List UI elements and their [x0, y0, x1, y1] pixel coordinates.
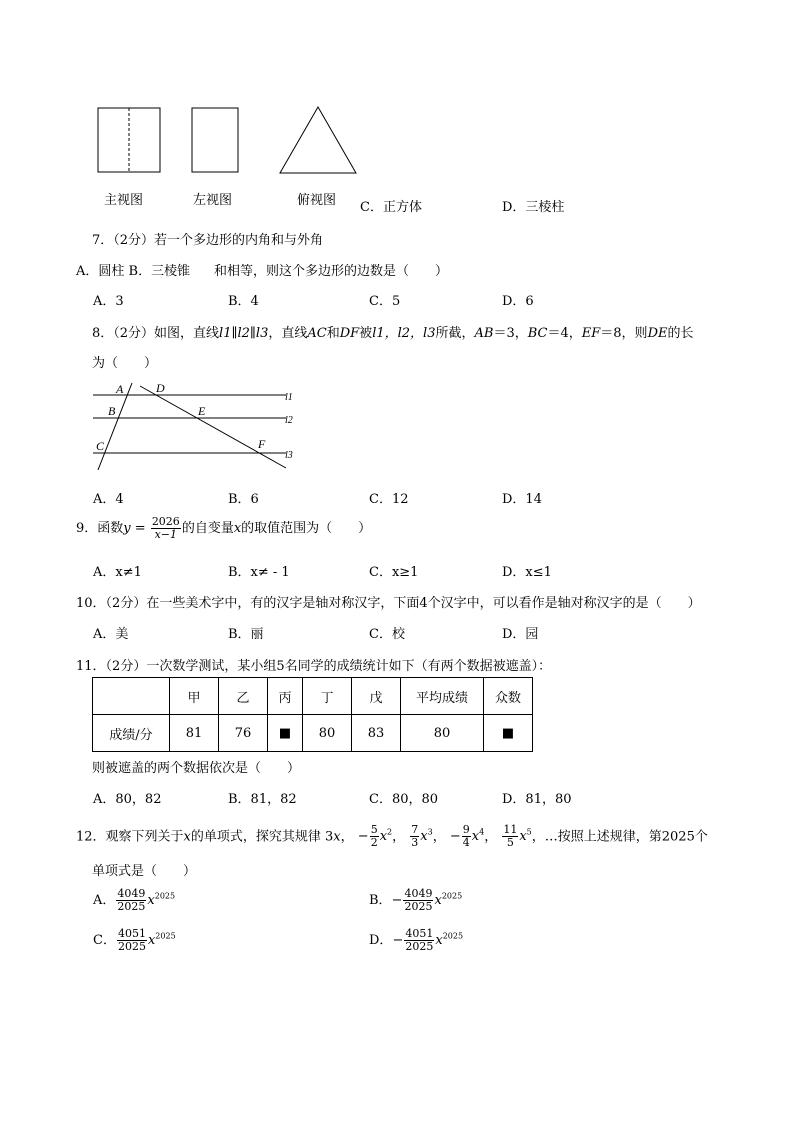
- q8-option-d: D．14: [502, 492, 542, 507]
- q9-option-c: C．x≥1: [369, 565, 419, 580]
- q10-option-b: B．丽: [228, 627, 264, 642]
- q8-parallel-lines-figure: [88, 378, 298, 473]
- q10-option-c: C．校: [369, 627, 405, 642]
- table-header-cell: [93, 678, 170, 715]
- table-cell: 76: [219, 715, 268, 752]
- q8-option-a: A．4: [93, 492, 124, 507]
- q9-fraction: $\frac{2026}{x-1}$: [151, 515, 180, 541]
- q12-stem-line2: 单项式是（ ）: [92, 864, 197, 879]
- table-cell-hidden: ■: [268, 715, 303, 752]
- q7-option-a: A．3: [93, 294, 124, 309]
- table-header-cell: 乙: [219, 678, 268, 715]
- q10-option-a: A．美: [93, 627, 129, 642]
- table-header-cell: 平均成绩: [401, 678, 484, 715]
- q10-stem: 10．（2分）在一些美术字中，有的汉字是轴对称汉字，下面4个汉字中，可以看作是轴对称汉字的是（ ）: [76, 596, 701, 611]
- option-d-prism: D．三棱柱: [502, 200, 565, 215]
- table-header-row: [93, 678, 533, 715]
- q12-option-b: B．− $\frac{4049}{2025}$ $x^{2025}$: [369, 887, 463, 913]
- top-view-triangle: [280, 107, 356, 173]
- front-view-label: 主视图: [104, 193, 144, 208]
- q9-option-b: B．x≠ - 1: [228, 565, 290, 580]
- table-header-cell: 戊: [352, 678, 401, 715]
- q12-option-d: D．− $\frac{4051}{2025}$ $x^{2025}$: [369, 927, 464, 953]
- table-cell: 81: [170, 715, 219, 752]
- q7-line2-suffix: 和相等，则这个多边形的边数是（ ）: [214, 264, 449, 279]
- point-b-label: B: [108, 404, 116, 418]
- q8-option-c: C．12: [369, 492, 409, 507]
- q11-stem: 11．（2分）一次数学测试，某小组5名同学的成绩统计如下（有两个数据被遮盖）：: [76, 659, 552, 674]
- top-view-label: 俯视图: [297, 193, 337, 208]
- q11-option-c: C．80，80: [369, 792, 439, 807]
- table-header-cell: 丙: [268, 678, 303, 715]
- table-cell-hidden: ■: [484, 715, 533, 752]
- q8-stem-line2: 为（ ）: [92, 356, 158, 371]
- q12-option-a: A． $\frac{4049}{2025}$ $x^{2025}$: [93, 887, 176, 913]
- point-a-label: A: [116, 382, 124, 396]
- q12-term: − $\frac{9}{4}$ $x^4$: [449, 823, 485, 850]
- q7-option-b: B．4: [228, 294, 259, 309]
- table-cell-label: 成绩/分: [93, 715, 170, 752]
- table-cell: 80: [303, 715, 352, 752]
- q11-option-a: A．80，82: [93, 792, 162, 807]
- q7-option-c: C．5: [369, 294, 401, 309]
- point-c-label: C: [96, 439, 105, 453]
- option-c-cube: C．正方体: [360, 200, 422, 215]
- q12-term: $\frac{11}{5}$ $x^5$: [503, 823, 532, 850]
- table-header-cell: 甲: [170, 678, 219, 715]
- side-view-rect: [192, 108, 238, 172]
- line-l3-label: l3: [285, 450, 293, 461]
- q11-score-table: [92, 677, 533, 752]
- line-l2-label: l2: [285, 415, 293, 426]
- q10-option-d: D．园: [502, 627, 539, 642]
- q11-option-d: D．81，80: [502, 792, 572, 807]
- table-cell: 83: [352, 715, 401, 752]
- table-cell: 80: [401, 715, 484, 752]
- point-f-label: F: [258, 437, 266, 451]
- q7-stem: 7．（2分）若一个多边形的内角和与外角: [92, 233, 324, 248]
- q12-stem: 12．观察下列关于x的单项式，探究其规律 3x， − $\frac{5}{2}$ $x^2$， $\frac{7}{3}$ $x^3$， − $\frac{9}{4}$ $x^4$， $\frac{11}{5}$ $x^5$，…按照上述规律，第2025个: [76, 823, 708, 850]
- q7-option-d: D．6: [502, 294, 534, 309]
- point-e-label: E: [198, 404, 206, 418]
- q12-term: − $\frac{5}{2}$ $x^2$: [357, 823, 393, 850]
- q8-option-b: B．6: [228, 492, 259, 507]
- q9-option-a: A．x≠1: [93, 565, 142, 580]
- table-header-cell: 众数: [484, 678, 533, 715]
- q9-stem: 9．函数y = $\frac{2026}{x-1}$ 的自变量x的取值范围为（ ）: [76, 515, 372, 541]
- q9-option-d: D．x≤1: [502, 565, 552, 580]
- table-header-cell: 丁: [303, 678, 352, 715]
- table-row: [93, 715, 533, 752]
- three-views-figure: [90, 100, 370, 180]
- side-view-label: 左视图: [193, 193, 233, 208]
- q12-option-c: C． $\frac{4051}{2025}$ $x^{2025}$: [93, 927, 176, 953]
- line-l1-label: l1: [285, 392, 293, 403]
- q11-option-b: B．81，82: [228, 792, 297, 807]
- q8-stem: 8．（2分）如图，直线l1∥l2∥l3，直线AC和DF被l1，l2，l3所截，AB＝3，BC＝4，EF＝8，则DE的长: [92, 326, 694, 341]
- q12-term: $\frac{7}{3}$ $x^3$: [411, 823, 433, 850]
- q11-followup: 则被遮盖的两个数据依次是（ ）: [92, 761, 301, 776]
- q7-line2-prefix: A．圆柱 B．三棱锥: [76, 264, 191, 279]
- point-d-label: D: [156, 381, 165, 395]
